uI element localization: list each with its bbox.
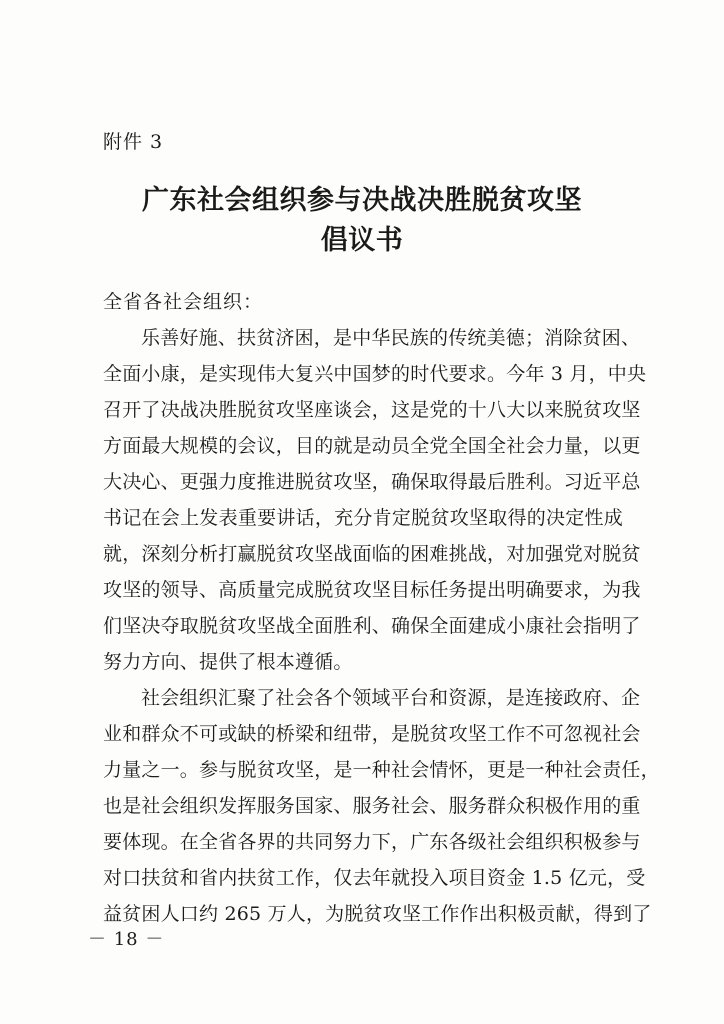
paragraph-1-line: 就，深刻分析打赢脱贫攻坚战面临的困难挑战，对加强党对脱贫 <box>103 543 641 565</box>
paragraph-1-line: 努力方向、提供了根本遵循。 <box>103 651 353 673</box>
paragraph-2-line: 对口扶贫和省内扶贫工作，仅去年就投入项目资金 1.5 亿元，受 <box>103 867 646 889</box>
paragraph-1-line: 书记在会上发表重要讲话，充分肯定脱贫攻坚取得的决定性成 <box>103 507 623 529</box>
paragraph-1-line: 攻坚的领导、高质量完成脱贫攻坚目标任务提出明确要求，为我 <box>103 579 641 601</box>
document-title-line-2: 倡议书 <box>320 225 404 256</box>
paragraph-1-line: 方面最大规模的会议，目的就是动员全党全国全社会力量，以更 <box>103 435 641 457</box>
paragraph-2-line: 益贫困人口约 265 万人，为脱贫攻坚工作作出积极贡献，得到了 <box>103 903 652 925</box>
paragraph-2-line: 业和群众不可或缺的桥梁和纽带，是脱贫攻坚工作不可忽视社会 <box>103 723 641 745</box>
paragraph-2-line: 要体现。在全省各界的共同努力下，广东各级社会组织积极参与 <box>103 831 641 853</box>
paragraph-2-line: 力量之一。参与脱贫攻坚，是一种社会情怀，更是一种社会责任， <box>103 759 660 781</box>
salutation: 全省各社会组织： <box>103 291 264 313</box>
paragraph-1-line: 乐善好施、扶贫济困，是中华民族的传统美德；消除贫困、 <box>141 327 641 349</box>
attachment-label: 附件 3 <box>103 131 164 153</box>
document-title-line-1: 广东社会组织参与决战决胜脱贫攻坚 <box>142 185 582 216</box>
page-number: － 18 － <box>88 929 165 950</box>
paragraph-2-line: 也是社会组织发挥服务国家、服务社会、服务群众积极作用的重 <box>103 795 641 817</box>
paragraph-1-line: 召开了决战决胜脱贫攻坚座谈会，这是党的十八大以来脱贫攻坚 <box>103 399 641 421</box>
paragraph-1-line: 全面小康，是实现伟大复兴中国梦的时代要求。今年 3 月，中央 <box>103 363 647 385</box>
paragraph-1-line: 大决心、更强力度推进脱贫攻坚，确保取得最后胜利。习近平总 <box>103 471 641 493</box>
paragraph-1-line: 们坚决夺取脱贫攻坚战全面胜利、确保全面建成小康社会指明了 <box>103 615 641 637</box>
paragraph-2-line: 社会组织汇聚了社会各个领域平台和资源，是连接政府、企 <box>141 687 641 709</box>
